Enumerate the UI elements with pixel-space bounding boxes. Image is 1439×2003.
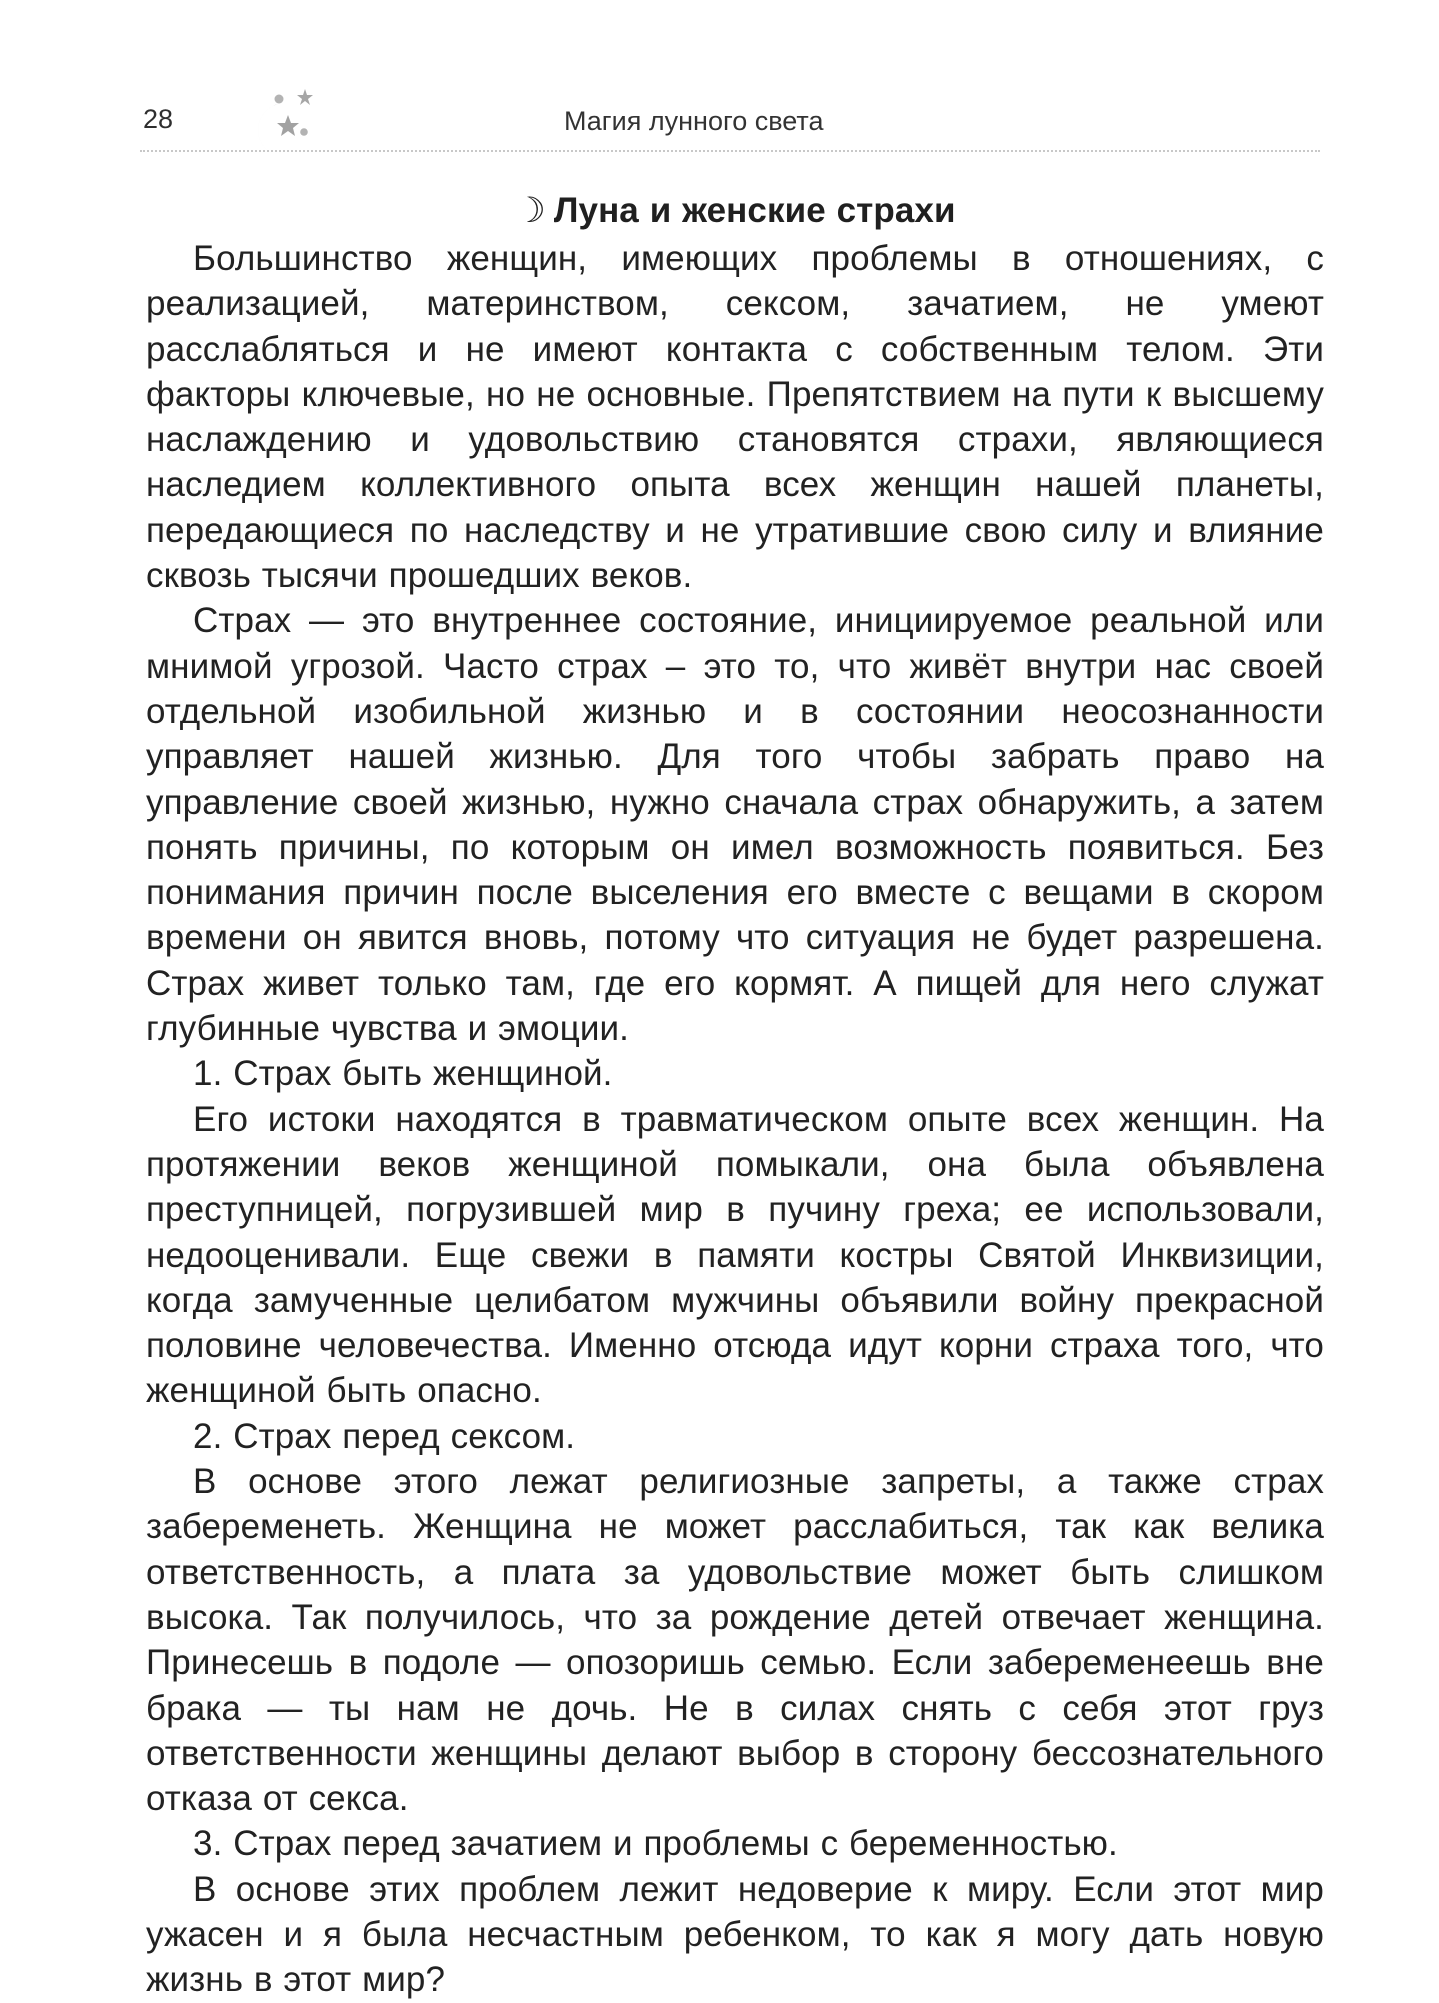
running-head xyxy=(140,88,1320,148)
page-number: 28 xyxy=(143,104,174,134)
list-heading-fear-being-woman: 1. Страх быть женщиной. xyxy=(193,1054,613,1094)
paragraph-intro: Большинство женщин, имеющих проблемы в отношениях, с реализацией, материнством, сексом, зачатием, не умеют расслабляться и не имеют контакта с собственным телом. Эти факторы ключевые, но не основные. Препятствием на пути к высшему наслаждению и удовольствию становятся страхи, являющиеся наследием коллективного опыта всех женщин нашей планеты, передающиеся по наследству и не утратившие свою силу и влияние сквозь тысячи прошедших веков. xyxy=(146,239,1324,596)
list-heading-fear-of-sex: 2. Страх перед сексом. xyxy=(193,1416,576,1456)
crescent-moon-icon: ☽ xyxy=(514,191,546,231)
running-title: Магия лунного света xyxy=(564,106,824,136)
crescent-moon-stars-icon xyxy=(232,88,318,164)
list-heading-fear-of-conception: 3. Страх перед зачатием и проблемы с беременностью. xyxy=(193,1824,1118,1864)
page-body xyxy=(146,188,1324,2003)
header-divider xyxy=(140,150,1320,152)
paragraph-fear-of-sex: В основе этого лежат религиозные запреты, а также страх забеременеть. Женщина не может расслабиться, так как велика ответственность, а плата за удовольствие может быть слишком высока. Так получилось, что за рождение детей отвечает женщина. Принесешь в подоле — опозоришь семью. Если забеременеешь вне брака — ты нам не дочь. Не в силах снять с себя этот груз ответственности женщины делают выбор в сторону бессознательного отказа от секса. xyxy=(146,1462,1324,1819)
section-title-text: Луна и женские страхи xyxy=(553,191,956,230)
section-title xyxy=(146,188,1324,234)
paragraph-fear-definition: Страх — это внутреннее состояние, инициируемое реальной или мнимой угрозой. Часто страх – это то, что живёт внутри нас своей отдельной изобильной жизнью и в состоянии неосознанности управляет нашей жизнью. Для того чтобы забрать право на управление своей жизнью, нужно сначала страх обнаружить, а затем понять причины, по которым он имел возможность появиться. Без понимания причин после выселения его вместе с вещами в скором времени он явится вновь, потому что ситуация не будет разрешена. Страх живет только там, где его кормят. А пищей для него служат глубинные чувства и эмоции. xyxy=(146,601,1324,1049)
paragraph-fear-being-woman: Его истоки находятся в травматическом опыте всех женщин. На протяжении веков женщиной помыкали, она была объявлена преступницей, погрузившей мир в пучину греха; ее использовали, недооценивали. Еще свежи в памяти костры Святой Инквизиции, когда замученные целибатом мужчины объявили войну прекрасной половине человечества. Именно отсюда идут корни страха того, что женщиной быть опасно. xyxy=(146,1099,1324,1411)
paragraph-fear-of-conception: В основе этих проблем лежит недоверие к миру. Если этот мир ужасен и я была несчастным ребенком, то как я могу дать новую жизнь в этот мир? xyxy=(146,1869,1324,2000)
